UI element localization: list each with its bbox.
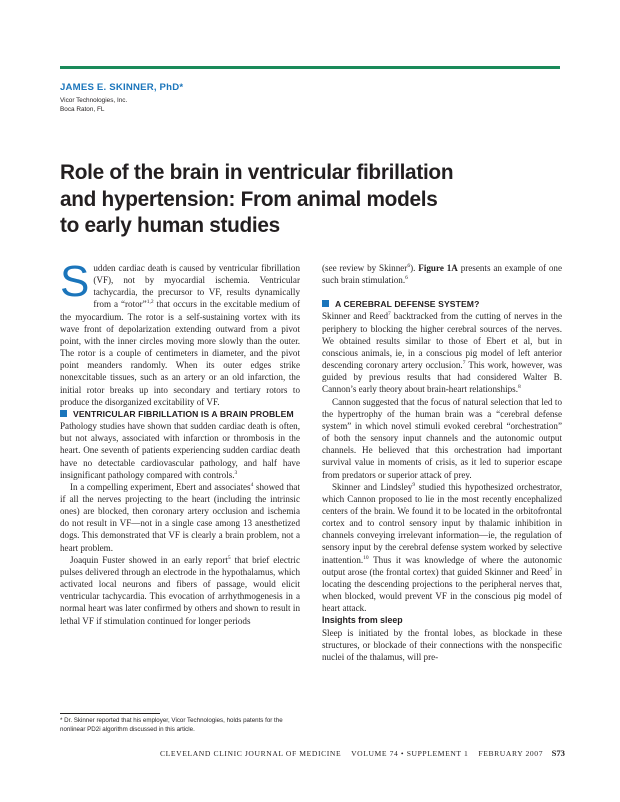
- intro-paragraph: Sudden cardiac death is caused by ventricular fibrillation (VF), not by myocardial ischemia. Ventricular tachycardia, the precursor to VF, results dynamically from a “rotor”$^{1,2}$ that occurs in the excitable medium of the myocardium. The rotor is a self-sustaining vortex with its wave front of depolarization extending outward from a pivot point, with the inner circles moving more slowly than the outer. The rotor is a couple of centimeters in diameter, and the pivot point meanders randomly. When its outer edges strike nonexcitable tissues, such as an artery or an old infarction, the initial rotor breaks up into secondary and tertiary rotors to produce the disorganized excitability of VF.: [60, 257, 301, 407]
- section-heading: VENTRICULAR FIBRILLATION IS A BRAIN PROBLEM: [60, 408, 300, 420]
- title-line: to early human studies: [60, 214, 280, 237]
- affiliation-line: Vicor Technologies, Inc.: [60, 97, 128, 104]
- author-name: JAMES E. SKINNER, PhD*: [60, 82, 184, 93]
- figure-reference: Figure 1A: [418, 263, 458, 273]
- title-line: Role of the brain in ventricular fibrillation: [60, 161, 454, 184]
- body-paragraph: (see review by Skinner$^6$). Figure 1A presents an example of one such brain stimulation.$^6$: [322, 263, 563, 286]
- section-heading: A CEREBRAL DEFENSE SYSTEM?: [322, 298, 562, 310]
- journal-date: FEBRUARY 2007: [478, 749, 544, 758]
- square-bullet-icon: [60, 410, 67, 417]
- body-paragraph: Joaquin Fuster showed in an early report$^5$ that brief electric pulses delivered through an electrode in the hypothalamus, which activated local neurons and fibers of passage, would elicit ventricular tachycardia. This evocation of arrhythmogenesis in a normal heart was later confirmed by others and shown to result in lethal VF if stimulation continued for longer periods: [60, 554, 300, 626]
- body-paragraph: Cannon suggested that the focus of natural selection that led to the hypertrophy of the human brain was a “cerebral defense system” in which novel stimuli evoked cerebral “orchestration” of both the sensory input channels and the autonomic output channels. He believed that this orchestration had important survival value in moments of crisis, as it led to superior escape from predators or superior attack of prey.: [322, 396, 562, 480]
- affiliation-line: Boca Raton, FL: [60, 106, 105, 114]
- body-paragraph: Pathology studies have shown that sudden cardiac death is often, but not always, associated with infarction or thrombosis in the heart. One seventh of patients experiencing sudden cardiac death have no detectable cardiovascular pathology, and half have insignificant pathology compared with controls.$^3$: [60, 421, 300, 480]
- body-paragraph: In a compelling experiment, Ebert and associates$^4$ showed that if all the nerves projecting to the heart (including the intrinsic ones) are blocked, then coronary artery occlusion and ischemia do not result in VF—not in a single case among 13 anesthetized dogs. This demonstrated that VF is clearly a brain problem, not a heart problem.: [60, 481, 300, 553]
- author-affiliation: [60, 96, 127, 114]
- footnote-rule: [60, 713, 160, 714]
- page-number: S73: [551, 748, 565, 758]
- article-title: [60, 160, 540, 240]
- subsection-heading: Insights from sleep: [322, 615, 403, 626]
- title-line: and hypertension: From animal models: [60, 187, 438, 211]
- journal-volume: VOLUME 74 • SUPPLEMENT 1: [351, 749, 469, 758]
- footnote: * Dr. Skinner reported that his employer, Vicor Technologies, holds patents for the nonlinear PD2i algorithm discussed in this article.: [60, 717, 283, 733]
- journal-name: CLEVELAND CLINIC JOURNAL OF MEDICINE: [160, 749, 342, 758]
- square-bullet-icon: [322, 300, 329, 307]
- left-column: [60, 257, 301, 627]
- right-column: [322, 262, 562, 663]
- body-paragraph: Skinner and Reed$^7$ backtracked from the cutting of nerves in the periphery to blocking the higher cerebral sources of the nerves. We obtained results similar to those of Ebert et al, but in conscious animals, ie, in a conscious pig model of left anterior descending coronary artery occlusion.$^7$ This work, however, was guided by previous results that had considered Walter B. Cannon’s early theory about brain-heart relationships.$^8$: [322, 311, 563, 395]
- body-paragraph: Skinner and Lindsley$^9$ studied this hypothesized orchestrator, which Cannon proposed to lie in the most recently encephalized centers of the brain. We found it to be located in the orbitofrontal cortex and to control sensory input by thalamic inhibition in channels conveying irrelevant information—ie, the regulation of sensory input by the cerebral defense system worked by selective inattention.$^{10}$ Thus it was knowledge of where the autonomic output arose (the frontal cortex) that guided Skinner and Reed$^7$ in locating the descending projections to the peripheral nerves that, when blocked, would prevent VF in the conscious pig model of heart attack.: [322, 481, 562, 614]
- page-footer: [160, 748, 565, 758]
- body-paragraph: Sleep is initiated by the frontal lobes, as blockade in these structures, or blockade of their connections with the nonspecific nuclei of the thalamus, will pre-: [322, 627, 562, 662]
- drop-cap: S: [60, 257, 90, 306]
- top-rule: [60, 66, 560, 69]
